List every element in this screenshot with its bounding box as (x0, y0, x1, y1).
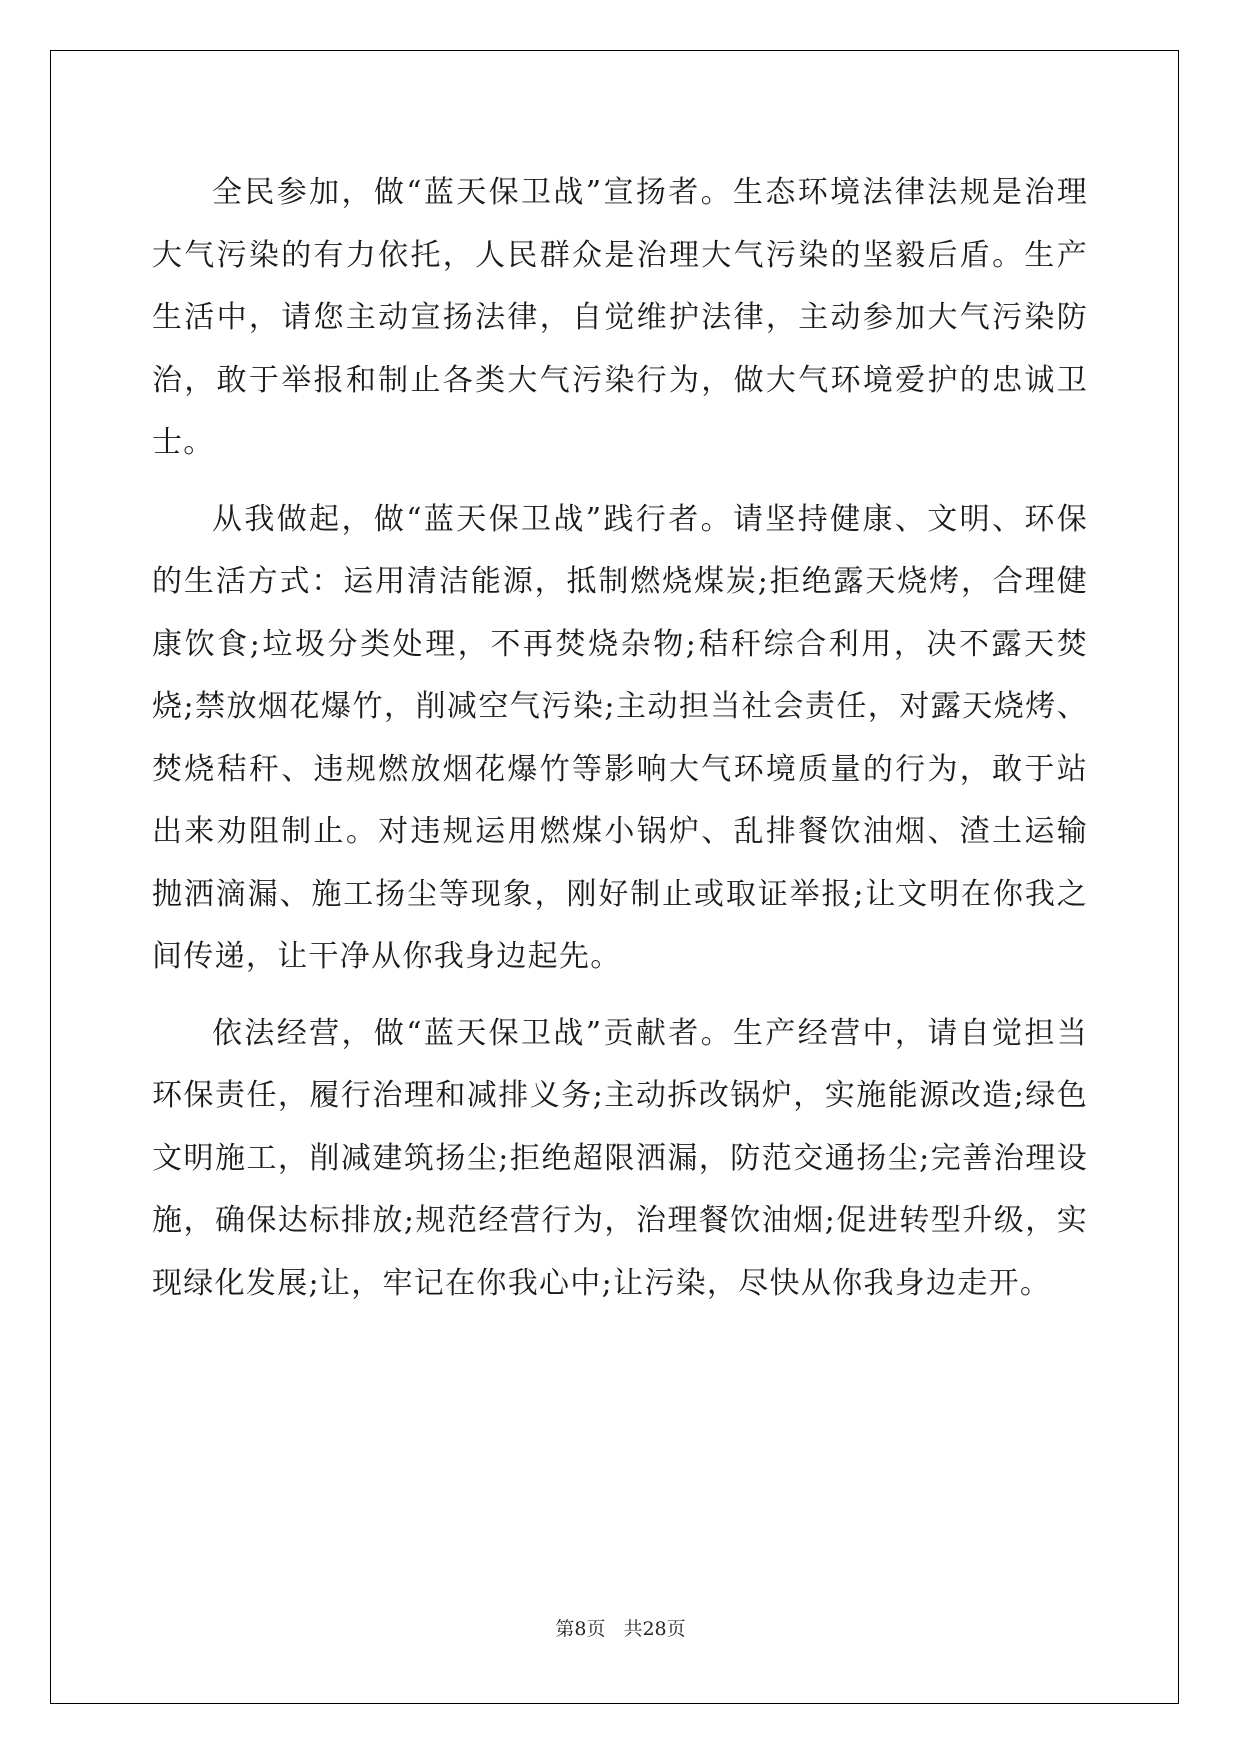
paragraph-start-with-me: 从我做起，做“蓝天保卫战”践行者。请坚持健康、文明、环保的生活方式：运用清洁能源，抵制燃烧煤炭;拒绝露天烧烤，合理健康饮食;垃圾分类处理，不再焚烧杂物;秸秆综合利用，决不露天焚烧;禁放烟花爆竹，削减空气污染;主动担当社会责任，对露天烧烤、焚烧秸秆、违规燃放烟花爆竹等影响大气环境质量的行为，敢于站出来劝阻制止。对违规运用燃煤小锅炉、乱排餐饮油烟、渣土运输抛洒滴漏、施工扬尘等现象，刚好制止或取证举报;让文明在你我之间传递，让干净从你我身边起先。 (152, 501, 1088, 974)
page-number-total: 共28页 (623, 1618, 686, 1640)
paragraph-lawful-operation: 依法经营，做“蓝天保卫战”贡献者。生产经营中，请自觉担当环保责任，履行治理和减排义务;主动拆改锅炉，实施能源改造;绿色文明施工，削减建筑扬尘;拒绝超限洒漏，防范交通扬尘;完善治理设施，确保达标排放;规范经营行为，治理餐饮油烟;促进转型升级，实现绿化发展;让，牢记在你我心中;让污染，尽快从你我身边走开。 (152, 1015, 1088, 1301)
paragraph-public-participation: 全民参加，做“蓝天保卫战”宣扬者。生态环境法律法规是治理大气污染的有力依托，人民群众是治理大气污染的坚毅后盾。生产生活中，请您主动宣扬法律，自觉维护法律，主动参加大气污染防治，敢于举报和制止各类大气污染行为，做大气环境爱护的忠诚卫士。 (152, 175, 1088, 460)
page-number-current: 第8页 (555, 1618, 606, 1640)
document-body (152, 162, 1088, 1329)
page-footer (0, 1614, 1241, 1641)
